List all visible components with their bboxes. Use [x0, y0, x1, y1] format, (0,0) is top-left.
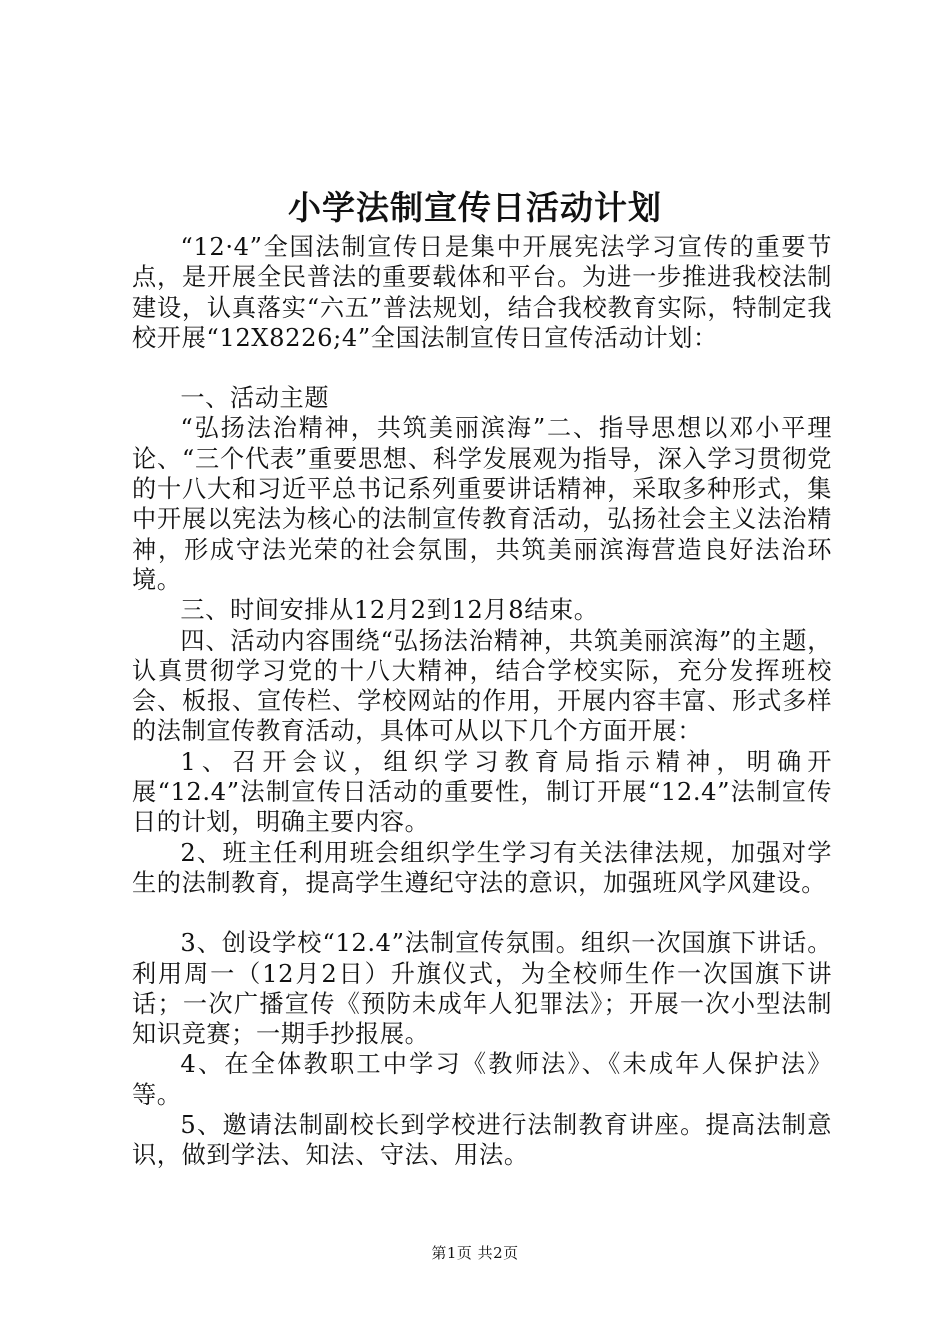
paragraph-item-1: 1、召开会议，组织学习教育局指示精神，明确开展“12.4”法制宣传日活动的重要性，制订开展“12.4”法制宣传日的计划，明确主要内容。 [132, 747, 832, 837]
paragraph-theme-guidance: “弘扬法治精神，共筑美丽滨海”二、指导思想以邓小平理论、“三个代表”重要思想、科学发展观为指导，深入学习贯彻党的十八大和习近平总书记系列重要讲话精神，采取多种形式，集中开展以宪法为核心的法制宣传教育活动，弘扬社会主义法治精神，形成守法光荣的社会氛围，共筑美丽滨海营造良好法治环境。 [132, 414, 832, 594]
section-heading-theme: 一、活动主题 [180, 384, 330, 413]
document-body [132, 232, 832, 1171]
document-title: 小学法制宣传日活动计划 [288, 188, 662, 227]
paragraph-item-2: 2、班主任利用班会组织学生学习有关法律法规，加强对学生的法制教育，提高学生遵纪守法的意识，加强班风学风建设。 [132, 838, 832, 897]
paragraph-intro: “12·4”全国法制宣传日是集中开展宪法学习宣传的重要节点，是开展全民普法的重要载体和平台。为进一步推进我校法制建设，认真落实“六五”普法规划，结合我校教育实际，特制定我校开展“12X8226;4”全国法制宣传日宣传活动计划： [132, 233, 832, 352]
page-number-footer: 第1页 共2页 [431, 1244, 519, 1262]
paragraph-item-3: 3、创设学校“12.4”法制宣传氛围。组织一次国旗下讲话。利用周一（12月2日）升旗仪式，为全校师生作一次国旗下讲话；一次广播宣传《预防未成年人犯罪法》；开展一次小型法制知识竞赛；一期手抄报展。 [132, 929, 832, 1049]
paragraph-item-5: 5、邀请法制副校长到学校进行法制教育讲座。提高法制意识，做到学法、知法、守法、用法。 [132, 1111, 832, 1170]
paragraph-schedule: 三、时间安排从12月2到12月8结束。 [180, 596, 599, 625]
paragraph-content: 四、活动内容围绕“弘扬法治精神，共筑美丽滨海”的主题，认真贯彻学习党的十八大精神，结合学校实际，充分发挥班校会、板报、宣传栏、学校网站的作用，开展内容丰富、形式多样的法制宣传教育活动，具体可从以下几个方面开展： [132, 626, 832, 746]
paragraph-item-4: 4、在全体教职工中学习《教师法》、《未成年人保护法》等。 [132, 1050, 832, 1109]
